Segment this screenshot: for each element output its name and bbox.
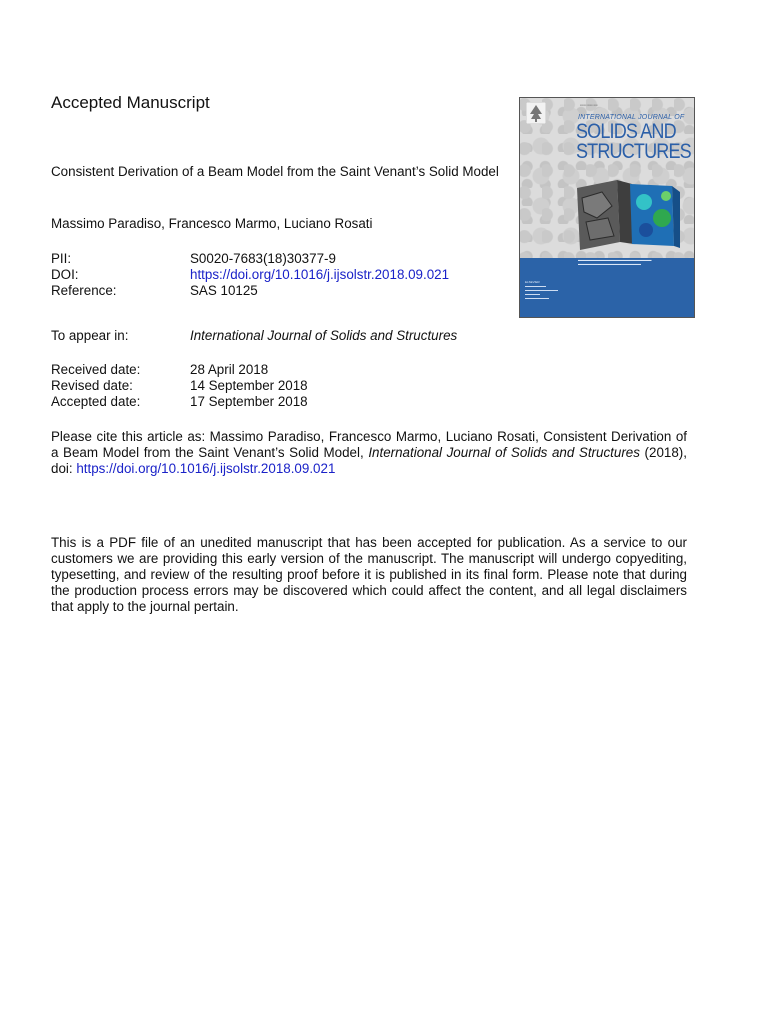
- appear-label: To appear in:: [51, 328, 129, 343]
- reference-value: SAS 10125: [190, 283, 258, 298]
- citation-paragraph: [51, 429, 687, 477]
- cover-publisher: ELSEVIER: [525, 280, 540, 284]
- appear-value: International Journal of Solids and Structures: [190, 328, 458, 343]
- cover-subtitle-lines: ▬▬▬▬▬▬▬▬▬▬▬▬▬▬▬▬▬▬▬▬▬ ▬▬▬▬▬▬▬▬▬▬▬▬▬▬▬▬▬▬: [578, 258, 652, 266]
- reference-label: Reference:: [51, 283, 117, 298]
- pii-label: PII:: [51, 251, 72, 266]
- received-label: Received date:: [51, 362, 141, 377]
- cover-editors-lines: ELSEVIER ▬▬▬▬▬▬▬ ▬▬▬▬▬▬▬▬▬▬▬ ▬▬▬▬▬ ▬▬▬▬▬▬▬▬: [525, 280, 558, 300]
- pii-value: S0020-7683(18)30377-9: [190, 251, 336, 266]
- cover-artwork: [572, 178, 682, 252]
- article-authors: Massimo Paradiso, Francesco Marmo, Luciano Rosati: [51, 216, 373, 231]
- received-value: 28 April 2018: [190, 362, 269, 377]
- manuscript-notice: This is a PDF file of an unedited manuscript that has been accepted for publication. As a service to our customers we are providing this early version of the manuscript. The manuscript will undergo copyediting, typesetting, and review of the resulting proof before it is published in its final form. Please note that during the production process errors may be discovered which could affect the content, and all legal disclaimers that apply to the journal pertain.: [51, 535, 687, 614]
- revised-label: Revised date:: [51, 378, 133, 393]
- doi-link[interactable]: https://doi.org/10.1016/j.ijsolstr.2018.09.021: [190, 267, 450, 282]
- cover-journal-big: SOLIDS AND STRUCTURES: [576, 120, 691, 163]
- cover-journal-small: INTERNATIONAL JOURNAL OF: [578, 114, 685, 121]
- journal-cover-image: [519, 97, 695, 318]
- accepted-label: Accepted date:: [51, 394, 141, 409]
- elsevier-logo-icon: [526, 102, 546, 124]
- citation-journal: International Journal of Solids and Structures: [368, 445, 640, 460]
- accepted-value: 17 September 2018: [190, 394, 308, 409]
- citation-prefix: Please cite this article as: Massimo Paradiso, Francesco Marmo, Luciano Rosati, Consistent Derivation of a Beam Model from the Saint Venant’s Solid Model,: [51, 429, 687, 460]
- citation-doi-link[interactable]: https://doi.org/10.1016/j.ijsolstr.2018.09.021: [76, 461, 336, 476]
- revised-value: 14 September 2018: [190, 378, 308, 393]
- citation-middle: (2018), doi:: [51, 445, 687, 476]
- article-title: Consistent Derivation of a Beam Model from the Saint Venant’s Solid Model: [51, 164, 499, 179]
- cover-issn-line: ▪▪▪▪▪▪ ▪▪▪▪▪ ▪▪▪▪: [580, 103, 598, 107]
- page-heading: Accepted Manuscript: [51, 93, 210, 112]
- doi-label: DOI:: [51, 267, 79, 282]
